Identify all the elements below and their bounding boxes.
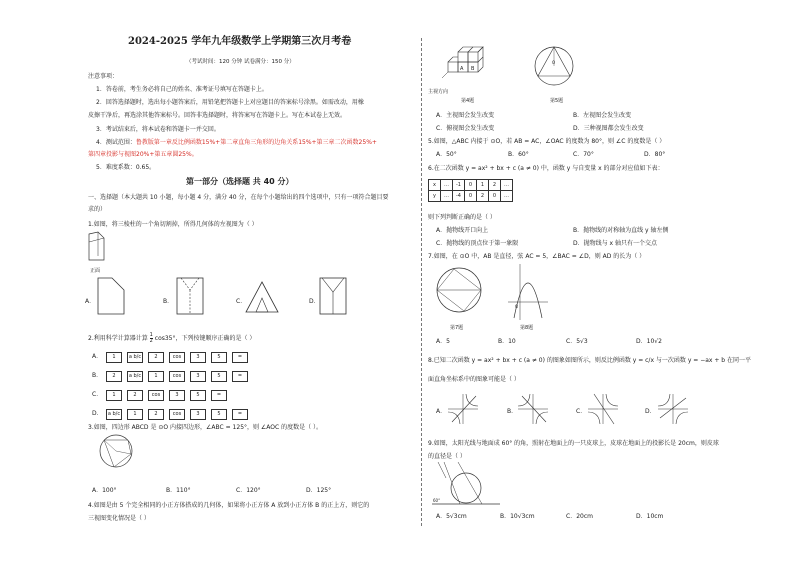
q1-front-label: 正面 — [90, 268, 101, 274]
q8-opt-c-figure — [586, 392, 620, 426]
q4-stem-1: 4.如图是由 5 个完全相同的小正方体搭成的几何体，如果将小正方体 A 放到小正方体 B 的正上方，则它的 — [88, 502, 370, 509]
q8-opt-d: D． — [645, 408, 656, 415]
scope-red-1: 鲁教版第一章反比例函数15%+第二章直角三角形的边角关系15%+第三章二次函数25%+ — [135, 139, 377, 146]
q1-opt-c-figure — [244, 280, 280, 314]
q9-ball-figure — [430, 460, 502, 508]
q1-opt-d-figure — [318, 276, 348, 316]
column-divider — [421, 38, 422, 526]
q4-stem-2: 三视图变化情况是（ ） — [88, 515, 150, 522]
q9-opt-c: C．20cm — [566, 513, 593, 520]
q6-row-x — [429, 180, 513, 191]
q2-key: 1 — [106, 390, 122, 401]
q2-key: = — [232, 371, 248, 382]
q2-key: 1 — [127, 409, 143, 420]
q2-key: 5 — [211, 352, 227, 363]
q2-key: 3 — [190, 371, 206, 382]
q1-opt-a: A． — [85, 298, 96, 305]
q6-tail: 则下列判断正确的是（ ） — [428, 214, 496, 221]
q8-opt-b: B． — [507, 408, 518, 415]
q5-caption: 第5题 — [550, 98, 564, 104]
table-cell: 0 — [489, 191, 501, 202]
q3-opt-a: A．100° — [92, 487, 117, 494]
q9-stem-1: 9.如图，太阳光线与地面成 60° 的角，照射在地面上的一只皮球上，皮球在地面上的投影长是 20cm，则皮球 — [428, 440, 719, 447]
q2-key: a b/c — [127, 352, 143, 363]
q2-key: 2 — [127, 390, 143, 401]
q7-opt-b: B．10 — [498, 338, 516, 345]
q8-stem-2: 面直角坐标系中的图象可能是（ ） — [428, 376, 520, 383]
q5-opt-b: B．60° — [508, 151, 529, 158]
q2-key: 5 — [190, 390, 206, 401]
q2-key: = — [232, 409, 248, 420]
q2-key: a b/c — [106, 409, 122, 420]
section-intro-2: 求的） — [88, 206, 107, 213]
q2-key: cos — [148, 390, 164, 401]
q2-fraction: $\frac{1}{2}$ — [149, 332, 153, 344]
q9-angle-label: 60° — [433, 498, 441, 503]
q1-opt-b-figure — [175, 276, 205, 316]
note-1: 1．答卷前，考生务必将自己的姓名、准考证号填写在答题卡上。 — [96, 86, 268, 93]
section-intro-1: 一、选择题（本大题共 10 小题，每小题 4 分，满分 40 分，在每个小题给出的四个选项中，只有一项符合题目要 — [88, 194, 389, 201]
q2-key: 3 — [169, 390, 185, 401]
q6-opt-a: A．抛物线开口向上 — [436, 227, 489, 234]
q2-key: = — [211, 390, 227, 401]
note-3: 3．考试结束后，将本试卷和答题卡一并交回。 — [96, 126, 220, 133]
q4-opt-b: B．左视图会发生改变 — [573, 112, 632, 119]
note-2b: 皮擦干净后，再选涂其他答案标号。回答非选择题时，将答案写在答题卡上。写在本试卷上无效。 — [88, 112, 347, 119]
note-5: 5．难度系数：0.65。 — [96, 164, 156, 171]
q1-opt-c: C． — [236, 298, 247, 305]
q3-circle-figure — [98, 432, 134, 470]
q8-opt-c: C． — [576, 408, 587, 415]
table-cell: 0 — [465, 180, 477, 191]
q9-opt-d: D．10cm — [636, 513, 664, 520]
table-cell: … — [501, 191, 513, 202]
q7-stem: 7.如图，在 ⊙O 中，AB 是直径，弦 AC = 5，∠BAC = ∠D，则 AD 的长为（ ） — [428, 253, 646, 260]
q8-opt-b-figure — [516, 392, 550, 426]
q4-opt-c: C．俯视图会发生改变 — [436, 125, 495, 132]
q9-opt-a: A．5√3cm — [436, 513, 467, 520]
q3-stem: 3.如图，四边形 ABCD 是 ⊙O 内接四边形，∠ABC = 125°，则 ∠AOC 的度数是（ ）。 — [88, 424, 323, 431]
table-cell: x — [429, 180, 441, 191]
q1-opt-a-figure — [96, 276, 126, 316]
table-cell: -1 — [453, 180, 465, 191]
q5-opt-c: C．70° — [573, 151, 594, 158]
table-cell: -4 — [453, 191, 465, 202]
q6-opt-d: D．抛物线与 x 轴只有一个交点 — [573, 240, 657, 247]
q8-parabola-figure — [506, 262, 550, 322]
q1-opt-d: D． — [309, 298, 320, 305]
q4-opt-d: D．三种视图都会发生改变 — [573, 125, 644, 132]
note-2: 2．回答选择题时，选出每小题答案后，用铅笔把答题卡上对应题目的答案标号涂黑。如需改动，用橡 — [96, 99, 364, 106]
section-title: 第一部分（选择题 共 40 分） — [186, 177, 294, 186]
q3-opt-c: C．120° — [236, 487, 261, 494]
q2-row-label: A． — [92, 353, 103, 360]
q2-key: a b/c — [127, 371, 143, 382]
q2-key: 1 — [106, 352, 122, 363]
q2-key: cos — [169, 371, 185, 382]
q2-key: 5 — [211, 409, 227, 420]
q7-circle-figure — [434, 264, 484, 316]
svg-text:O: O — [552, 60, 556, 65]
q2-row-label: C． — [92, 391, 103, 398]
q6-value-table — [428, 179, 513, 202]
svg-text:A: A — [460, 66, 464, 72]
q6-opt-b: B．抛物线的对称轴为直线 y 轴左侧 — [573, 227, 669, 234]
q1-opt-b: B． — [163, 298, 174, 305]
q4-caption: 第4题 — [461, 98, 475, 104]
svg-text:O: O — [515, 304, 519, 309]
q1-stem: 1.如图，将三棱柱的一个角切割掉，所得几何体的左视图为（ ） — [88, 221, 258, 228]
q8-caption: 第8题 — [520, 325, 534, 331]
table-cell: 0 — [465, 191, 477, 202]
q2-key: 2 — [106, 371, 122, 382]
q2-key: cos — [169, 409, 185, 420]
table-cell: … — [501, 180, 513, 191]
q2-key: 3 — [190, 409, 206, 420]
q9-opt-b: B．10√3cm — [500, 513, 535, 520]
q4-opt-a: A．主视图会发生改变 — [436, 112, 495, 119]
q2-key: 1 — [148, 371, 164, 382]
q7-opt-c: C．5√3 — [566, 338, 588, 345]
q8-opt-a-figure — [446, 392, 480, 426]
q2-key: 5 — [211, 371, 227, 382]
q4-cubes-figure — [440, 40, 500, 82]
q7-caption: 第7题 — [450, 325, 464, 331]
q5-opt-d: D．80° — [644, 151, 666, 158]
q2-key: 2 — [148, 352, 164, 363]
table-cell: … — [441, 191, 453, 202]
table-cell: … — [441, 180, 453, 191]
q8-opt-a: A． — [436, 408, 447, 415]
q7-opt-d: D．10√2 — [636, 338, 662, 345]
q7-opt-a: A．5 — [436, 338, 450, 345]
q1-prism-figure — [86, 230, 108, 266]
q5-opt-a: A．50° — [436, 151, 457, 158]
q8-opt-d-figure — [656, 392, 690, 426]
svg-text:B: B — [471, 66, 475, 72]
q2-row-label: D． — [92, 410, 103, 417]
q2-row-label: B． — [92, 372, 103, 379]
q6-stem: 6.在二次函数 y = ax² + bx + c (a ≠ 0) 中，函数 y 与自变量 x 的部分对应值如下表： — [428, 165, 664, 172]
q2-key: 2 — [148, 409, 164, 420]
q2-key: = — [232, 352, 248, 363]
q3-opt-b: B．110° — [166, 487, 191, 494]
q8-stem-1: 8.已知二次函数 y = ax² + bx + c (a ≠ 0) 的图象如图所示，则反比例函数 y = c/x 与一次函数 y = −ax + b 在同一平 — [428, 357, 752, 364]
q6-opt-c: C．抛物线的顶点位于第一象限 — [436, 240, 519, 247]
notes-header: 注意事项： — [88, 73, 119, 80]
q4-view-direction: 主视方向 — [428, 89, 449, 95]
q9-stem-2: 的直径是（ ） — [428, 453, 466, 460]
scope-red-2: 第四章投影与视图20%+第五章圆25%。 — [88, 151, 198, 158]
q5-circle-figure — [532, 42, 576, 90]
exam-info: （考试时间：120 分钟 试卷满分：150 分） — [186, 59, 295, 65]
q5-stem: 5.如图，△ABC 内接于 ⊙O，若 AB = AC，∠OAC 的度数为 80°，则 ∠C 的度数是（ ） — [428, 138, 666, 145]
q2-key: cos — [169, 352, 185, 363]
q2-key: 3 — [190, 352, 206, 363]
q3-opt-d: D．125° — [306, 487, 332, 494]
table-cell: 1 — [477, 180, 489, 191]
q2-stem: 2.利用科学计算器计算 $\frac{1}{2}$ cos35°，下列按键顺序正确的是（ ） — [88, 332, 256, 344]
table-cell: 2 — [477, 191, 489, 202]
page-title: 2024-2025 学年九年级数学上学期第三次月考卷 — [128, 36, 352, 47]
table-cell: y — [429, 191, 441, 202]
table-cell: 2 — [489, 180, 501, 191]
q6-row-y — [429, 191, 513, 202]
note-4: 4．测试范围：鲁教版第一章反比例函数15%+第二章直角三角形的边角关系15%+第三章二次函数25%+ — [96, 139, 377, 146]
